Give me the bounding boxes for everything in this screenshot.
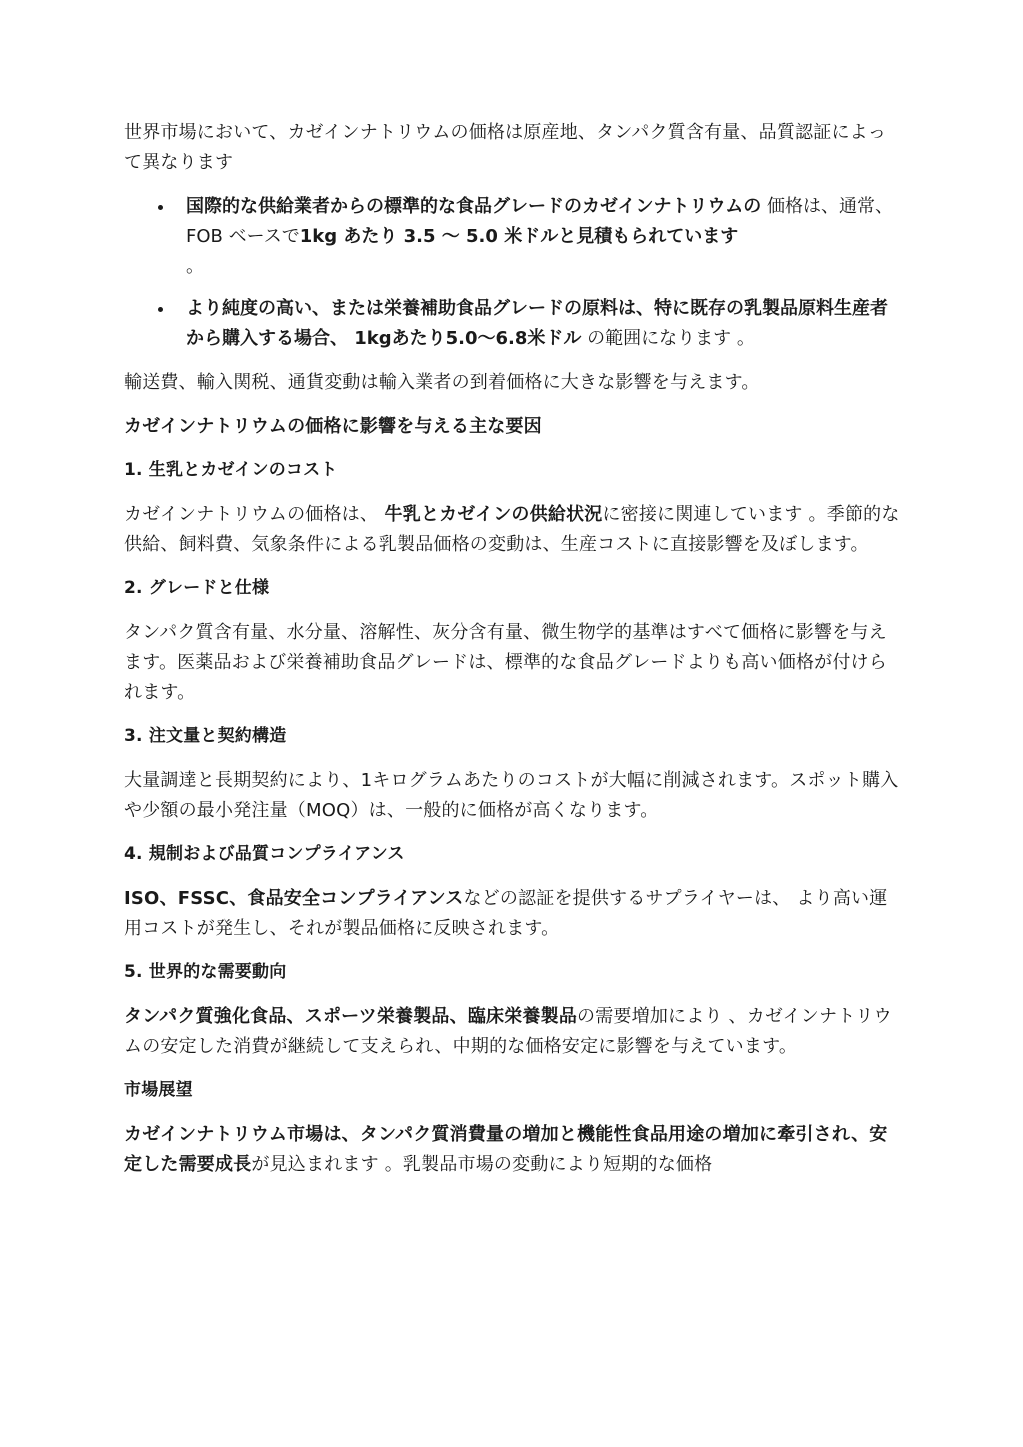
factor-body <box>124 884 904 944</box>
factor-title: 2. グレードと仕様 <box>124 578 270 598</box>
bold-text: ISO、FSSC、食品安全コンプライアンス <box>124 888 464 909</box>
list-item <box>124 294 904 354</box>
factor-body: 大量調達と長期契約により、1キログラムあたりのコストが大幅に削減されます。スポット購入や少額の最小発注量（MOQ）は、一般的に価格が高くなります。 <box>124 770 899 821</box>
factor-title: 1. 生乳とカゼインのコスト <box>124 460 338 480</box>
factor-body <box>124 1002 904 1062</box>
bold-text: 国際的な供給業者からの標準的な食品グレードのカゼインナトリウムの <box>186 196 762 217</box>
price-bullet-list <box>124 192 904 354</box>
intro-paragraph: 世界市場において、カゼインナトリウムの価格は原産地、タンパク質含有量、品質認証によって異なります <box>124 122 887 173</box>
bold-text: より純度の高い、または栄養補助食品グレードの原料は、特に既存の乳製品原料生産者から購入する場合、 1kgあたり5.0〜6.8米ドル <box>186 298 888 349</box>
factor-title: 5. 世界的な需要動向 <box>124 962 287 982</box>
bold-text: カゼインナトリウム市場は、タンパク質消費量の増加と機能性食品用途の増加に牽引され、安定した需要成長 <box>124 1124 888 1175</box>
body-text: が見込まれます 。乳製品市場の変動により短期的な価格 <box>251 1154 713 1175</box>
factor-title: 3. 注文量と契約構造 <box>124 726 287 746</box>
factor-body <box>124 500 904 560</box>
bold-text: 牛乳とカゼインの供給状況 <box>378 504 603 525</box>
bullet-icon <box>158 307 163 312</box>
body-text: 価格は、通常、 FOB ベースで <box>186 196 894 247</box>
body-text: の範囲になります 。 <box>581 328 755 349</box>
body-text: 。 <box>186 256 204 277</box>
factor-body: タンパク質含有量、水分量、溶解性、灰分含有量、微生物学的基準はすべて価格に影響を与えます。医薬品および栄養補助食品グレードは、標準的な食品グレードよりも高い価格が付けられます。 <box>124 622 887 703</box>
body-text: に密接に関連しています 。季節的な供給、飼料費、気象条件による乳製品価格の変動は、生産コストに直接影響を及ぼします。 <box>124 504 900 555</box>
factor-title: 4. 規制および品質コンプライアンス <box>124 844 405 864</box>
body-text: の需要増加により 、カゼインナトリウムの安定した消費が継続して支えられ、中期的な価格安定に影響を与えています。 <box>124 1006 892 1057</box>
logistics-paragraph: 輸送費、輸入関税、通貨変動は輸入業者の到着価格に大きな影響を与えます。 <box>124 372 760 393</box>
bold-text: 1kg あたり 3.5 ～ 5.0 米ドルと見積もられています <box>299 226 739 247</box>
body-text: カゼインナトリウムの価格は、 <box>124 504 379 525</box>
outlook-heading: 市場展望 <box>124 1080 193 1100</box>
bold-text: タンパク質強化食品、スポーツ栄養製品、臨床栄養製品 <box>124 1006 578 1027</box>
document-page <box>124 118 904 1194</box>
outlook-paragraph <box>124 1120 904 1180</box>
bullet-icon <box>158 205 163 210</box>
factors-heading: カゼインナトリウムの価格に影響を与える主な要因 <box>124 416 542 437</box>
body-text: などの認証を提供するサプライヤーは、 より高い運用コストが発生し、それが製品価格に反映されます。 <box>124 888 888 939</box>
list-item <box>124 192 904 282</box>
